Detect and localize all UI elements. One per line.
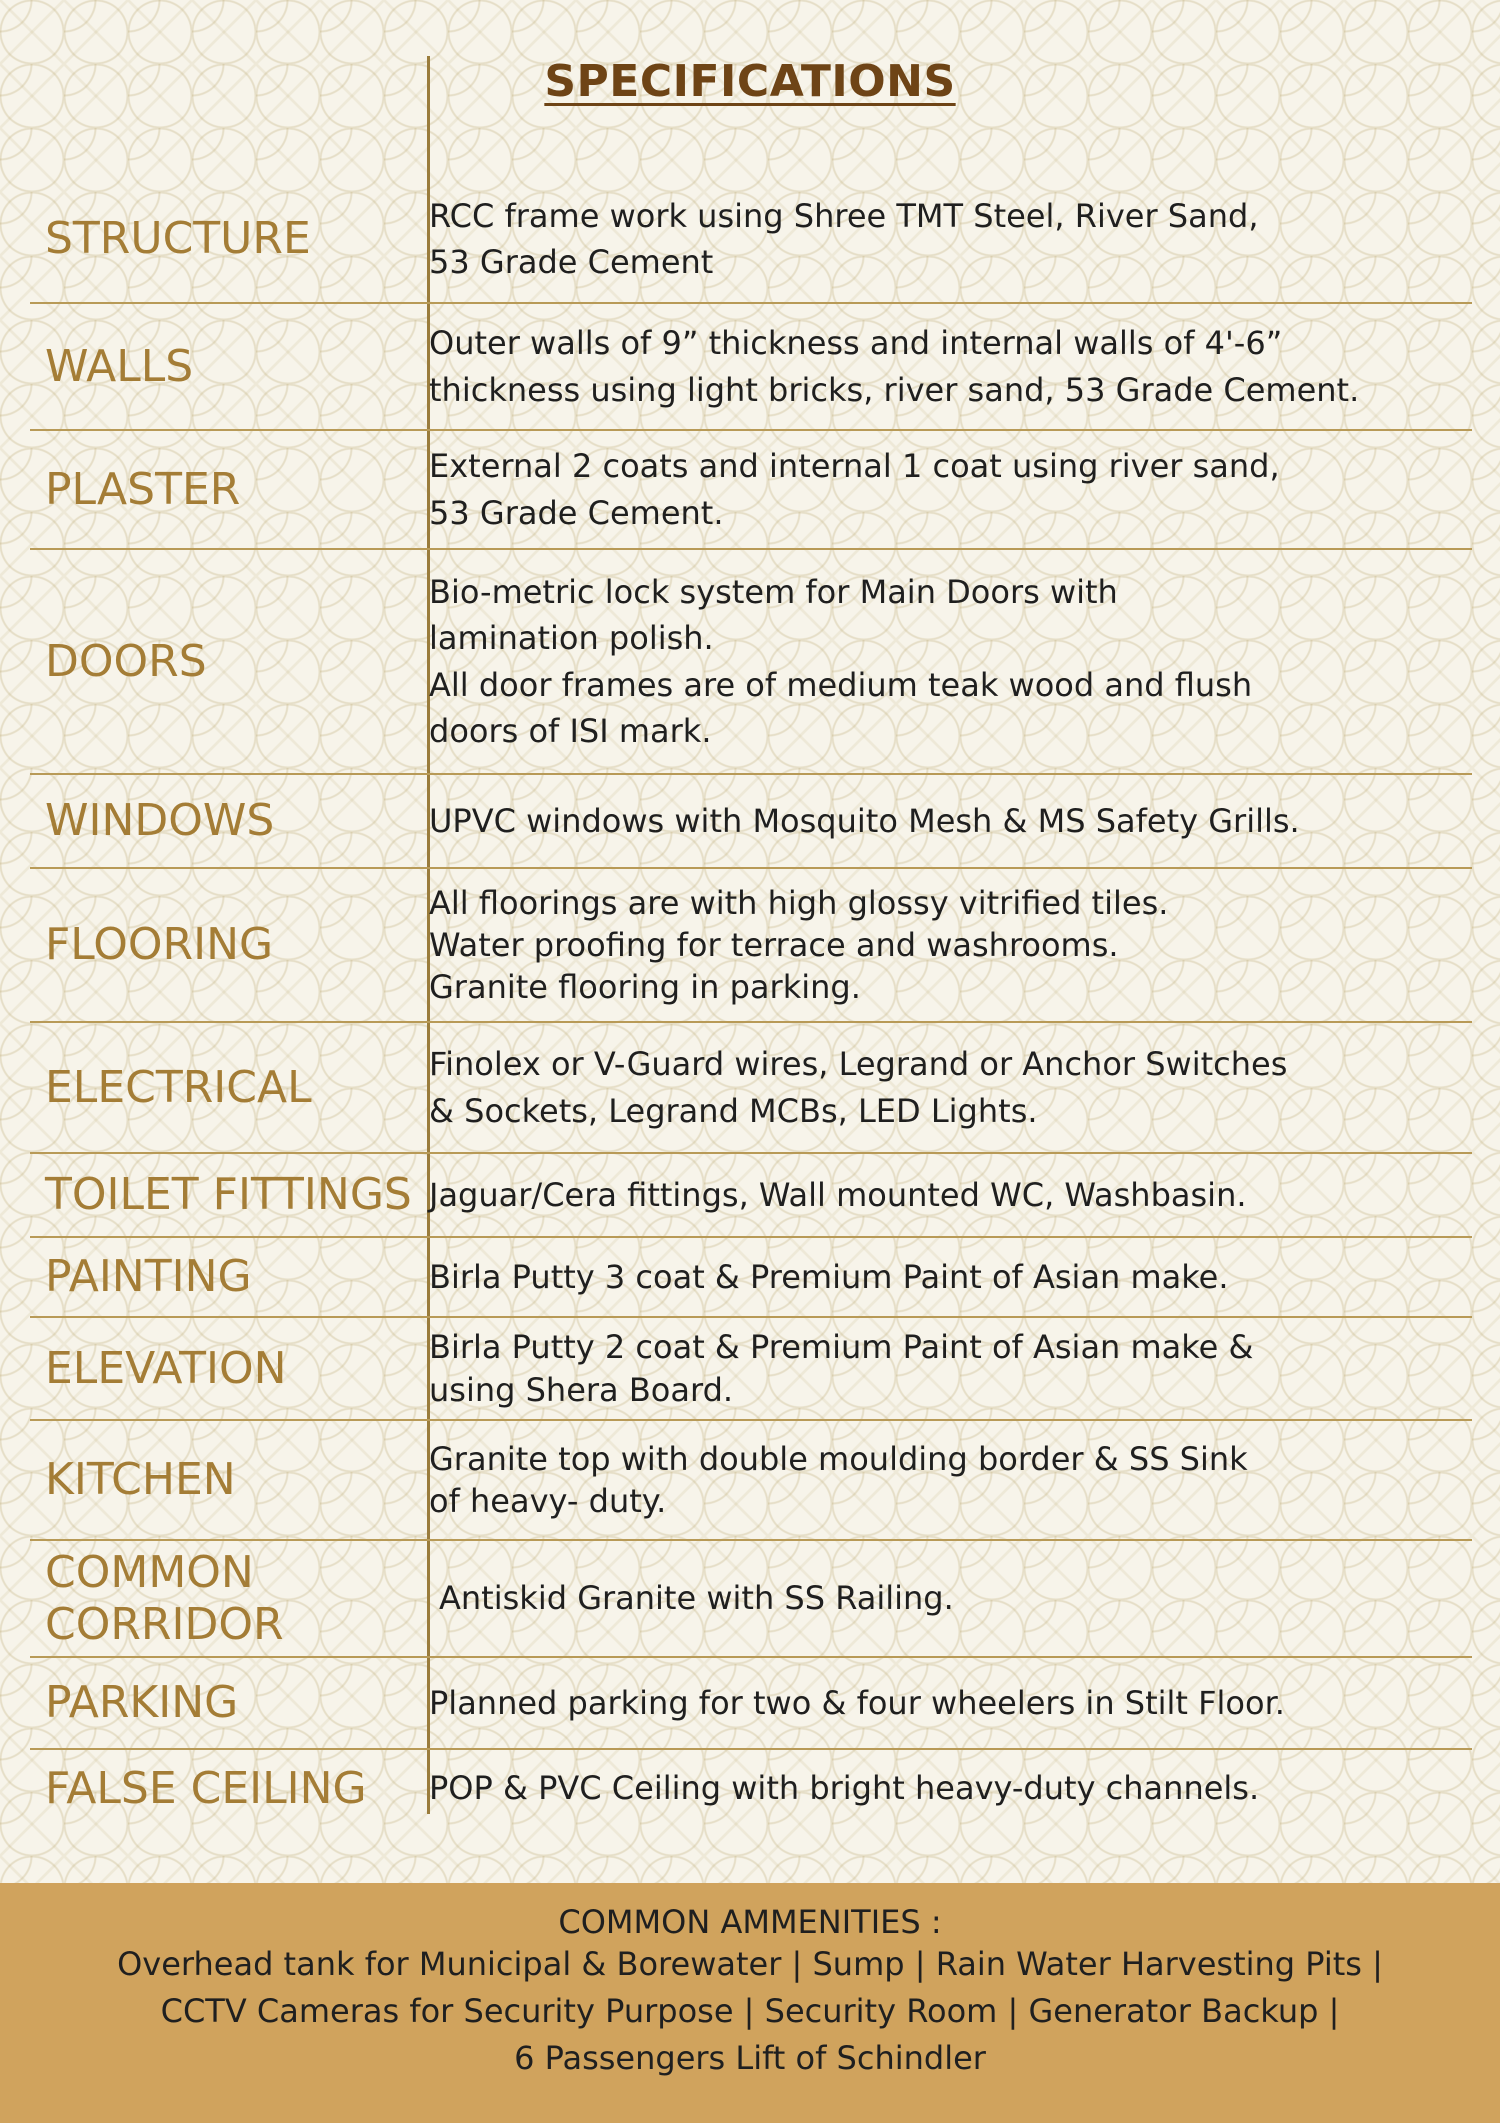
spec-line: Granite flooring in parking. [429,968,861,1007]
amenities-line: 6 Passengers Lift of Schindler [514,2039,986,2077]
spec-description [429,1172,1459,1218]
spec-line: Birla Putty 3 coat & Premium Paint of Asian make. [429,1257,1229,1296]
spec-label: ELEVATION [45,1342,287,1394]
spec-line: POP & PVC Ceiling with bright heavy-duty channels. [429,1769,1260,1808]
spec-description [429,882,1459,1009]
spec-description [429,1680,1459,1726]
spec-label: FALSE CEILING [45,1762,367,1814]
spec-line: External 2 coats and internal 1 coat using river sand, [429,447,1280,486]
spec-line: doors of ISI mark. [429,711,712,750]
spec-description [429,443,1459,536]
spec-label: KITCHEN [45,1454,236,1506]
spec-row-doors [30,549,1472,774]
spec-description [429,1254,1459,1300]
spec-description [429,798,1459,844]
spec-line: Finolex or V-Guard wires, Legrand or Anchor Switches [429,1045,1288,1084]
spec-description [429,320,1459,413]
spec-label: COMMON CORRIDOR [45,1546,284,1650]
spec-line: All door frames are of medium teak wood and flush [429,665,1253,704]
page-title: SPECIFICATIONS [544,56,956,107]
spec-label: ELECTRICAL [45,1061,312,1113]
spec-row-toilet-fittings [30,1153,1472,1237]
spec-line: Granite top with double moulding border & SS Sink [429,1439,1248,1478]
spec-description [429,1041,1459,1134]
spec-description [429,193,1459,286]
spec-row-elevation [30,1317,1472,1420]
spec-row-parking [30,1657,1472,1749]
spec-row-walls [30,303,1472,430]
spec-row-flooring [30,868,1472,1022]
spec-description [439,1575,1459,1621]
spec-label: FLOORING [45,919,274,971]
spec-line: thickness using light bricks, river sand, 53 Grade Cement. [429,370,1360,409]
spec-line: Water proofing for terrace and washrooms. [429,925,1119,964]
spec-line: UPVC windows with Mosquito Mesh & MS Safety Grills. [429,801,1300,840]
amenities-line: Overhead tank for Municipal & Borewater | Sump | Rain Water Harvesting Pits | [117,1945,1383,1983]
spec-line: Outer walls of 9” thickness and internal walls of 4'-6” [429,324,1283,363]
spec-row-painting [30,1237,1472,1317]
spec-line: & Sockets, Legrand MCBs, LED Lights. [429,1091,1038,1130]
spec-label: STRUCTURE [45,213,311,265]
spec-label: PLASTER [45,463,241,515]
amenities-banner [0,1883,1500,2123]
spec-line: Antiskid Granite with SS Railing. [439,1579,954,1618]
spec-label: TOILET FITTINGS [45,1169,412,1221]
spec-description [429,1765,1459,1811]
spec-line: RCC frame work using Shree TMT Steel, River Sand, [429,196,1259,235]
spec-row-kitchen [30,1420,1472,1540]
spec-label: PARKING [45,1677,239,1729]
spec-row-plaster [30,430,1472,549]
spec-line: of heavy- duty. [429,1482,667,1520]
spec-description [429,1326,1459,1410]
spec-line: Jaguar/Cera fittings, Wall mounted WC, Washbasin. [429,1175,1247,1214]
spec-description [429,569,1459,755]
spec-line: 53 Grade Cement. [429,493,724,532]
spec-line: All floorings are with high glossy vitrified tiles. [429,883,1169,922]
spec-line: lamination polish. [429,619,714,658]
spec-description [429,1438,1459,1522]
spec-row-windows [30,774,1472,868]
spec-label: PAINTING [45,1251,252,1303]
spec-line: using Shera Board. [429,1370,734,1409]
spec-line: Planned parking for two & four wheelers in Stilt Floor. [429,1683,1285,1722]
spec-row-electrical [30,1022,1472,1153]
spec-label: WINDOWS [45,795,275,847]
amenities-title: COMMON AMMENITIES : [558,1903,942,1941]
spec-label: DOORS [45,635,207,687]
spec-row-common-corridor [30,1540,1472,1657]
amenities-list [0,1941,1500,2082]
spec-line: Bio-metric lock system for Main Doors with [429,572,1118,611]
spec-label: WALLS [45,340,194,392]
spec-line: Birla Putty 2 coat & Premium Paint of Asian make & [429,1328,1254,1367]
spec-row-false-ceiling [30,1749,1472,1828]
spec-line: 53 Grade Cement [429,243,714,281]
amenities-line: CCTV Cameras for Security Purpose | Security Room | Generator Backup | [160,1992,1340,2030]
spec-row-structure [30,175,1472,303]
